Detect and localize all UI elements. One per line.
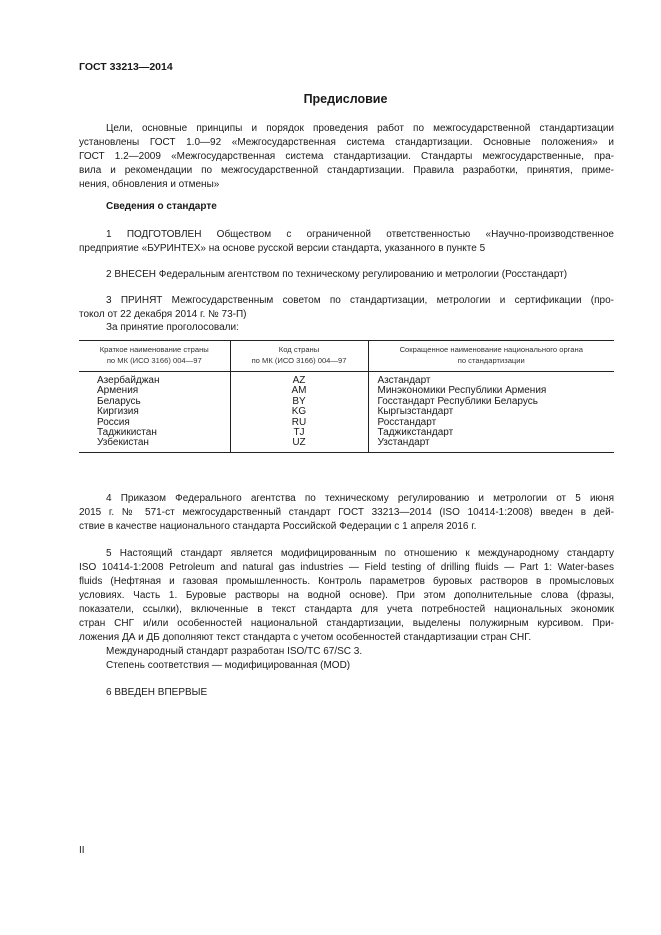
item-6-line: 6 ВВЕДЕН ВПЕРВЫЕ	[106, 687, 208, 698]
intro-line: нения, обновления и отмены»	[79, 179, 220, 190]
header-country-name	[79, 341, 230, 372]
item-5-line: стран СНГ и/или особенностей национальной стандартизации, выделены полужирным курсивом. При-	[79, 618, 614, 629]
country-cell: Узбекистан	[79, 438, 230, 452]
code-cell: RU	[230, 418, 368, 428]
item-5-extra-line: Международный стандарт разработан ISO/TC 67/SC 3.	[106, 646, 363, 657]
table-row	[79, 418, 614, 428]
country-cell: Азербайджан	[97, 375, 160, 386]
item-5-line: ложения ДА и ДБ дополняют текст стандарта с учетом особенностей стандартизации стран СНГ.	[79, 632, 532, 643]
item-4-line: 4 Приказом Федерального агентства по техническому регулированию и метрологии от 5 июня	[106, 493, 614, 504]
country-cell: Армения	[97, 385, 139, 397]
country-cell: Беларусь	[97, 395, 141, 407]
code-cell: AM	[230, 386, 368, 396]
code-cell: UZ	[230, 438, 368, 452]
header-country-code	[230, 341, 368, 372]
item-1-line: предприятие «БУРИНТЕХ» на основе русской версии стандарта, указанного в пункте 5	[79, 243, 486, 254]
code-cell: BY	[230, 397, 368, 407]
header-text: Краткое наименование страны	[99, 345, 209, 354]
header-national-body	[368, 341, 614, 372]
item-4-line: 2015 г. № 571-ст межгосударственный стандарт ГОСТ 33213—2014 (ISO 10414-1:2008) введен в дей-	[79, 507, 614, 518]
document-number: ГОСТ 33213—2014	[79, 61, 173, 73]
intro-line: установлены ГОСТ 1.0—92 «Межгосударственная система стандартизации. Основные положения» и	[79, 137, 614, 148]
table-row	[79, 407, 614, 417]
item-1-line: 1 ПОДГОТОВЛЕН Обществом с ограниченной ответственностью «Научно-производственное	[106, 229, 614, 240]
code-cell: KG	[230, 407, 368, 417]
body-cell: Госстандарт Республики Беларусь	[368, 397, 614, 407]
intro-line: вила и рекомендации по межгосударственной стандартизации. Правила разработки, принятия, приме-	[79, 165, 614, 176]
voted-label: За принятие проголосовали:	[106, 322, 239, 333]
header-text: по МК (ИСО 3166) 004—97	[106, 355, 202, 365]
country-cell: Таджикистан	[97, 427, 157, 439]
body-cell: Таджикстандарт	[368, 428, 614, 438]
page-title: Предисловие	[303, 92, 388, 106]
code-cell: AZ	[230, 372, 368, 387]
body-cell: Узстандарт	[368, 438, 614, 452]
country-cell: Киргизия	[97, 406, 139, 418]
item-5-extra-line: Степень соответствия — модифицированная (MOD)	[106, 660, 351, 671]
body-cell: Минэкономики Республики Армения	[368, 386, 614, 396]
table-row	[79, 438, 614, 452]
body-cell: Росстандарт	[368, 418, 614, 428]
country-cell: Россия	[97, 416, 130, 428]
item-3-line: токол от 22 декабря 2014 г. № 73-П)	[79, 309, 247, 320]
page-number: II	[79, 845, 85, 856]
header-text: по МК (ИСО 3166) 004—97	[251, 355, 347, 365]
countries-table	[79, 340, 614, 453]
intro-line: Цели, основные принципы и порядок проведения работ по межгосударственной стандартизации	[106, 123, 614, 134]
table-row	[79, 428, 614, 438]
item-3-line: 3 ПРИНЯТ Межгосударственным советом по стандартизации, метрологии и сертификации (про-	[106, 295, 614, 306]
item-4-line: ствие в качестве национального стандарта Российской Федерации с 1 апреля 2016 г.	[79, 521, 477, 532]
header-text: Код страны	[278, 345, 320, 354]
body-cell: Кыргызстандарт	[368, 407, 614, 417]
header-text: Сокращенное наименование национального органа	[399, 345, 583, 354]
section-title: Сведения о стандарте	[106, 201, 217, 212]
header-text: по стандартизации	[457, 355, 525, 365]
item-5-line: 5 Настоящий стандарт является модифицированным по отношению к международному стандарту	[106, 548, 614, 559]
intro-line: ГОСТ 1.2—2009 «Межгосударственная система стандартизации. Стандарты межгосударственные, пра-	[79, 151, 614, 162]
item-2-line: 2 ВНЕСЕН Федеральным агентством по техническому регулированию и метрологии (Росстандарт)	[106, 269, 568, 280]
item-5-line: ISO 10414-1:2008 Petroleum and natural gas industries — Field testing of drilling fluids — Part 1: Water-bases	[79, 562, 614, 573]
item-5-line: условиях. Часть 1. Буровые растворы на водной основе). При этом дополнительные слова (фразы,	[79, 590, 614, 601]
table-row	[79, 397, 614, 407]
item-5-line: fluids (Нефтяная и газовая промышленность. Контроль параметров буровых растворов в промысловых	[79, 576, 614, 587]
table-header-row	[79, 341, 614, 372]
item-5-line: показатели, ссылки), включенные в текст стандарта для учета потребностей национальных экономик	[79, 604, 614, 615]
body-cell: Азстандарт	[368, 372, 614, 387]
code-cell: TJ	[230, 428, 368, 438]
